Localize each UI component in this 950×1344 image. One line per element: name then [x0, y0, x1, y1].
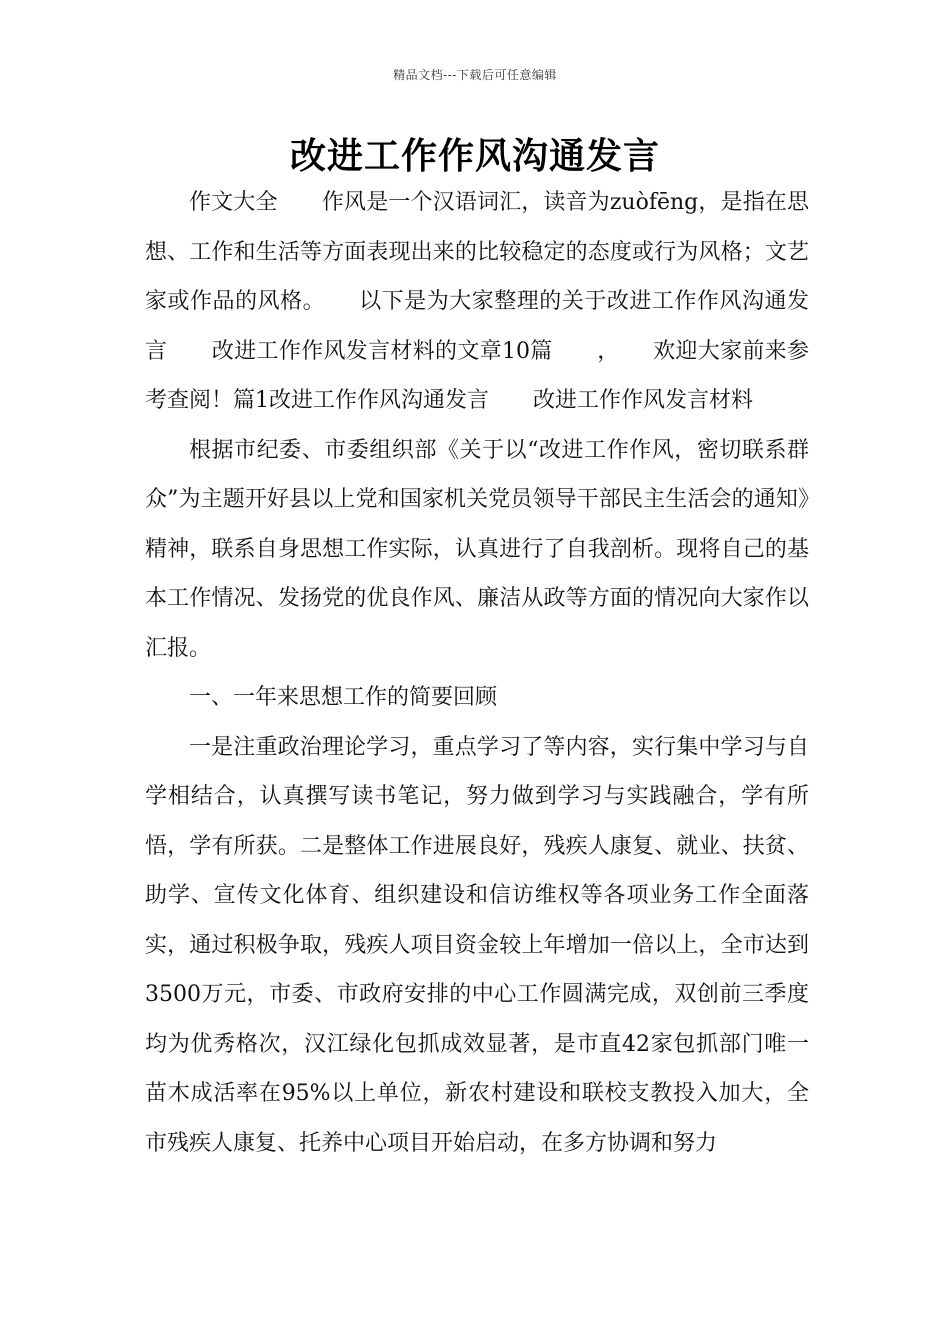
paragraph-review: 一是注重政治理论学习，重点学习了等内容，实行集中学习与自学相结合，认真撰写读书笔记，努力做到学习与实践融合，学有所悟，学有所获。二是整体工作进展良好，残疾人康复、就业、扶贫、助学、宣传文化体育、组织建设和信访维权等各项业务工作全面落实，通过积极争取，残疾人项目资金较上年增加一倍以上，全市达到3500万元，市委、市政府安排的中心工作圆满完成，双创前三季度均为优秀格次，汉江绿化包抓成效显著，是市直42家包抓部门唯一苗木成活率在95%以上单位，新农村建设和联校支教投入加大，全市残疾人康复、托养中心项目开始启动，在多方协调和努力	[145, 734, 809, 1156]
paragraph-intro: 作文大全 作风是一个汉语词汇，读音为zuòfēng，是指在思想、工作和生活等方面表现出来的比较稳定的态度或行为风格；文艺家或作品的风格。 以下是为大家整理的关于改进工作作风沟通发言 改进工作作风发言材料的文章10篇 ， 欢迎大家前来参考查阅！篇1改进工作作风沟通发言 改进工作作风发言材料	[145, 190, 809, 413]
document-title: 改进工作作风沟通发言	[289, 135, 660, 177]
document-body	[145, 178, 809, 1168]
section-heading: 一、一年来思想工作的简要回顾	[189, 685, 498, 710]
header-note: 精品文档---下载后可任意编辑	[393, 68, 557, 82]
paragraph-basis: 根据市纪委、市委组织部《关于以“改进工作作风，密切联系群众”为主题开好县以上党和国家机关党员领导干部民主生活会的通知》精神，联系自身思想工作实际，认真进行了自我剖析。现将自己的基本工作情况、发扬党的优良作风、廉洁从政等方面的情况向大家作以汇报。	[145, 437, 809, 661]
